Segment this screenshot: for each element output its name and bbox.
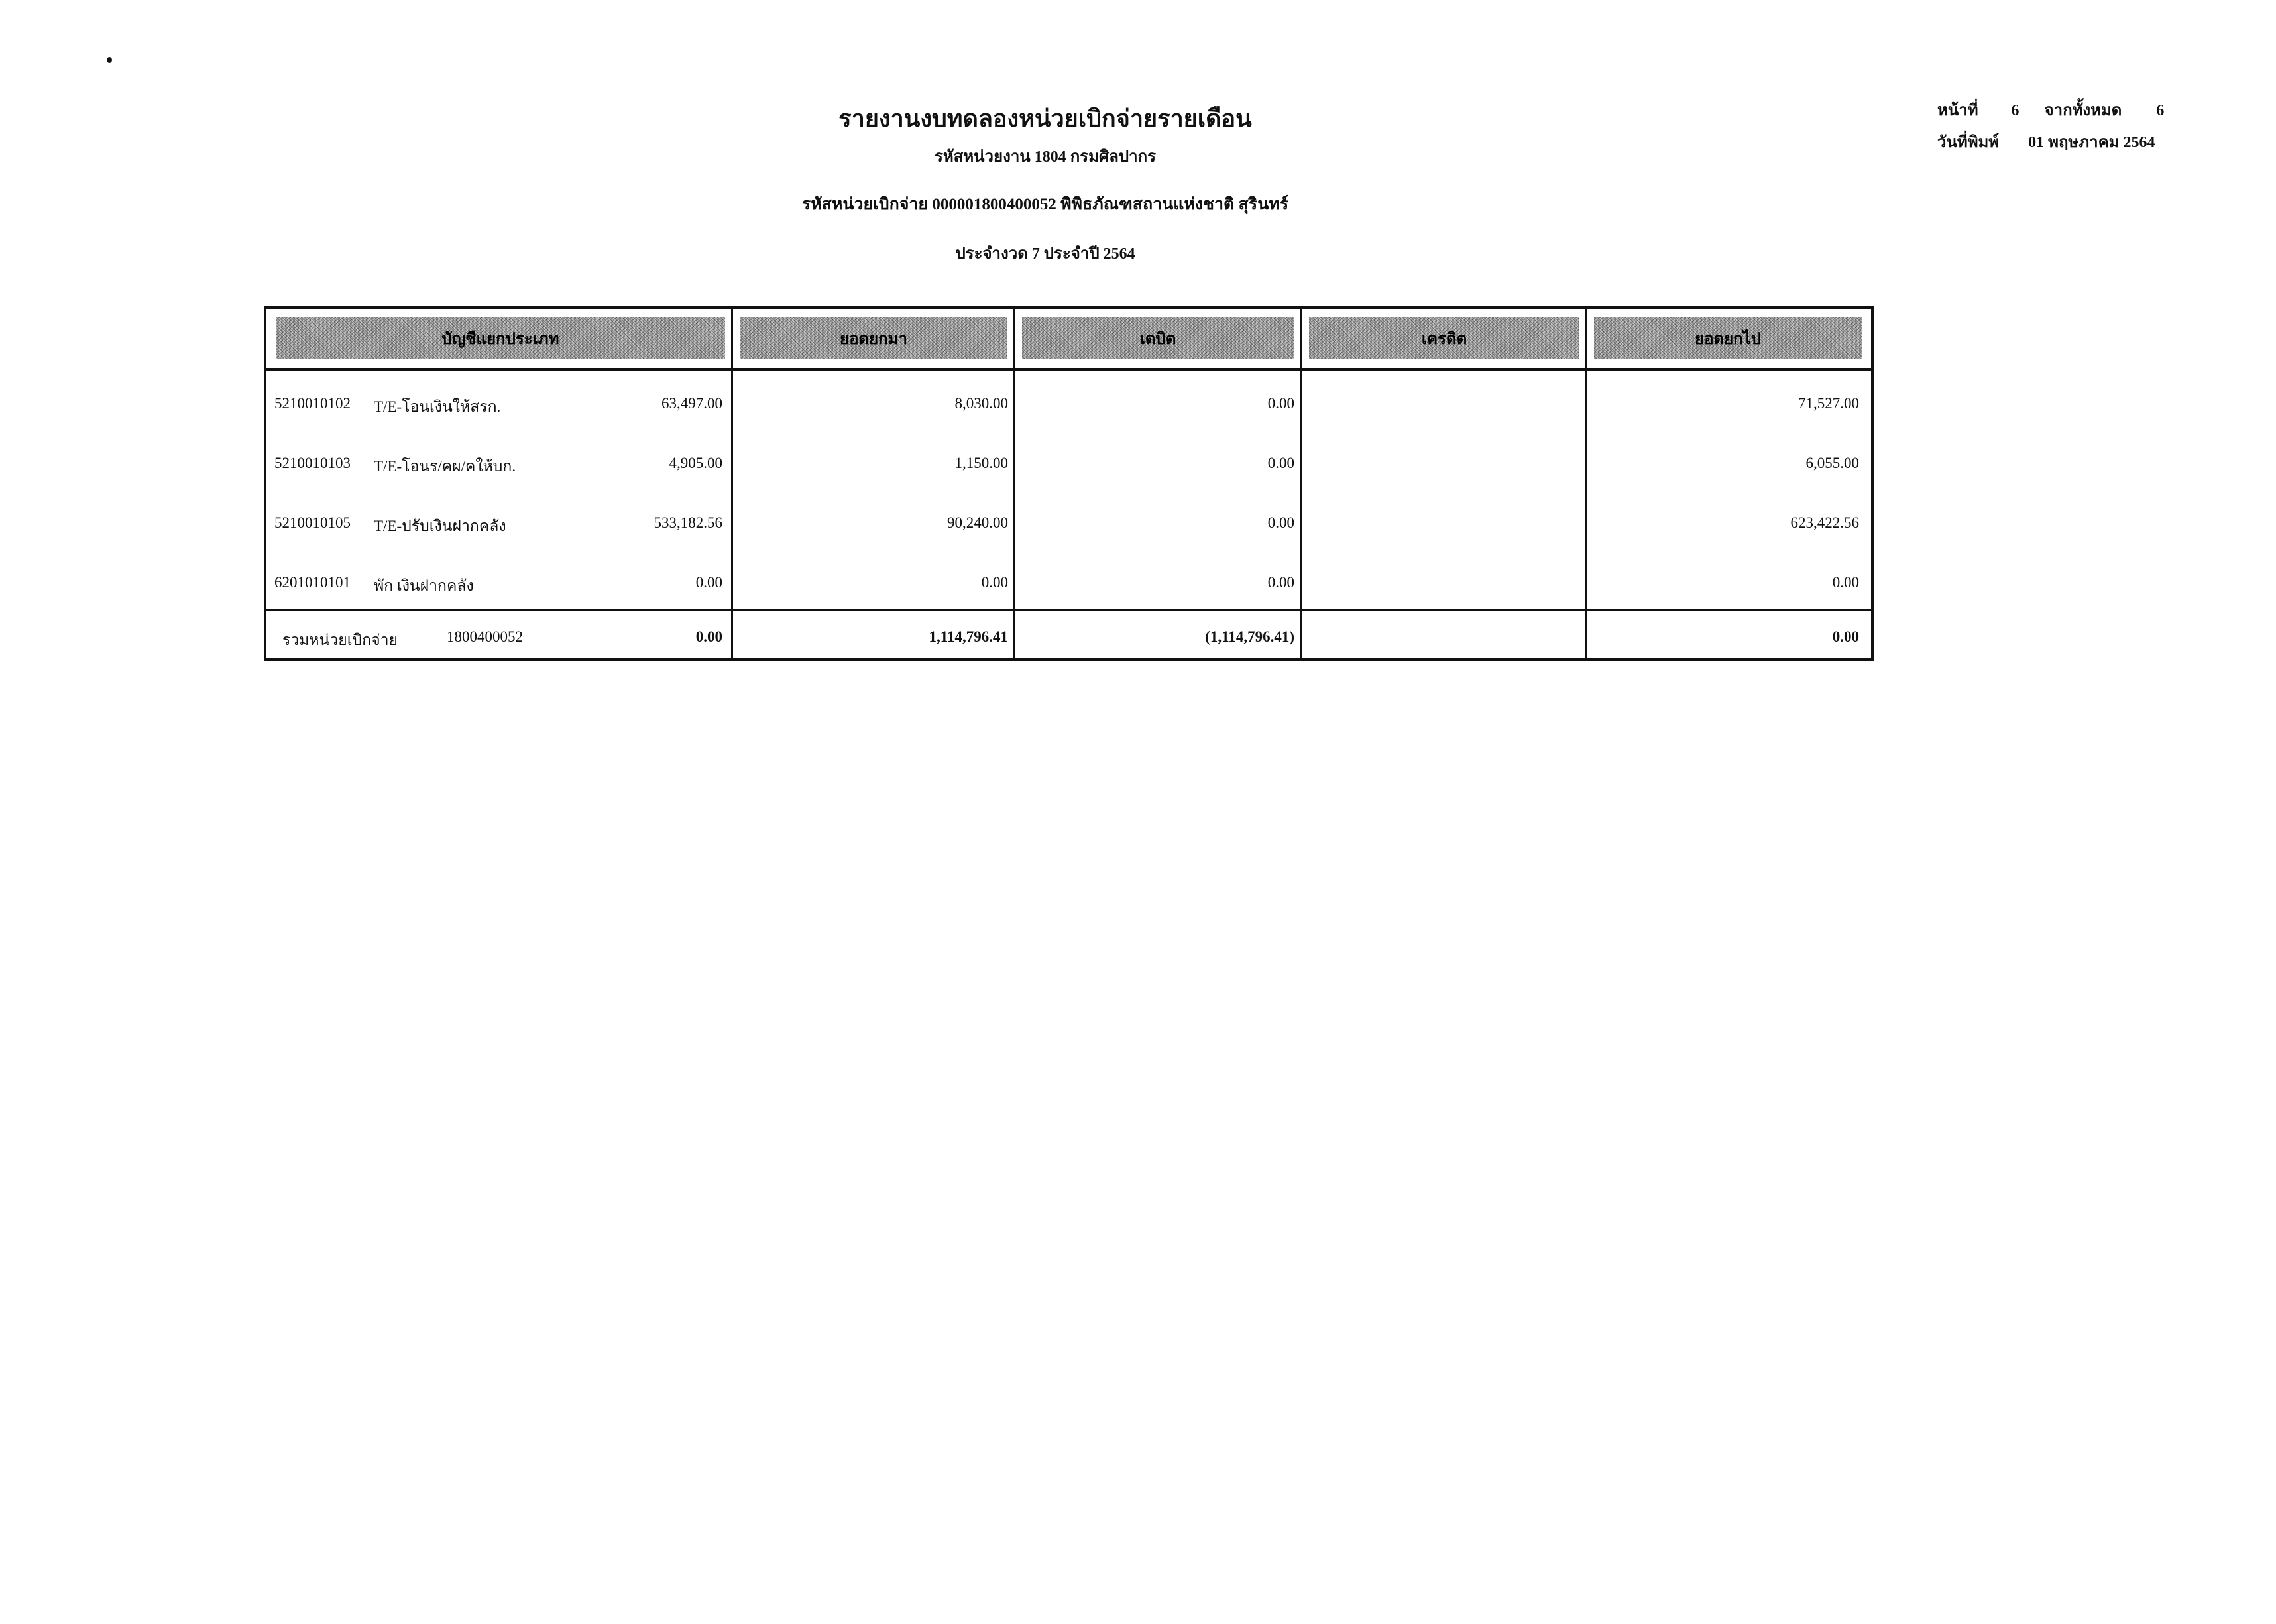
page-number: 6 xyxy=(2011,102,2020,119)
disbursing-unit-line: รหัสหน่วยเบิกจ่าย 000001800400052 พิพิธภัณฑสถานแห่งชาติ สุรินทร์ xyxy=(801,196,1289,213)
credit-value: 0.00 xyxy=(1267,455,1294,471)
total-unit-code: 1800400052 xyxy=(447,628,523,645)
total-carried-forward: 0.00 xyxy=(1832,628,1859,645)
column-divider xyxy=(1300,309,1302,658)
debit-value: 8,030.00 xyxy=(954,395,1008,412)
total-brought-forward: 0.00 xyxy=(695,628,722,645)
account-code: 5210010103 xyxy=(274,455,351,471)
scan-speck xyxy=(107,57,112,63)
brought-forward-value: 533,182.56 xyxy=(654,514,722,531)
print-date-label: วันที่พิมพ์ xyxy=(1937,134,2000,151)
account-code: 6201010101 xyxy=(274,574,351,591)
account-code: 5210010102 xyxy=(274,395,351,412)
column-divider xyxy=(1585,309,1587,658)
column-divider xyxy=(731,309,733,658)
column-header-credit: เครดิต xyxy=(1309,317,1579,359)
page-label: หน้าที่ xyxy=(1937,102,1978,119)
column-divider xyxy=(1013,309,1015,658)
report-title: รายงานงบทดลองหน่วยเบิกจ่ายรายเดือน xyxy=(838,105,1252,132)
account-name: T/E-โอนเงินให้สรก. xyxy=(374,398,501,415)
carried-forward-value: 623,422.56 xyxy=(1790,514,1859,531)
debit-value: 1,150.00 xyxy=(954,455,1008,471)
account-name: T/E-ปรับเงินฝากคลัง xyxy=(374,518,506,534)
account-name: T/E-โอนร/คผ/คให้บก. xyxy=(374,458,516,475)
brought-forward-value: 0.00 xyxy=(695,574,722,591)
brought-forward-value: 4,905.00 xyxy=(669,455,722,471)
carried-forward-value: 6,055.00 xyxy=(1805,455,1859,471)
carried-forward-value: 71,527.00 xyxy=(1798,395,1859,412)
credit-value: 0.00 xyxy=(1267,574,1294,591)
carried-forward-value: 0.00 xyxy=(1832,574,1859,591)
column-header-ledger: บัญชีแยกประเภท xyxy=(276,317,725,359)
account-code: 5210010105 xyxy=(274,514,351,531)
total-pages: 6 xyxy=(2156,102,2165,119)
credit-value: 0.00 xyxy=(1267,514,1294,531)
total-debit: 1,114,796.41 xyxy=(929,628,1008,645)
trial-balance-table xyxy=(264,306,1874,661)
column-header-brought-forward: ยอดยกมา xyxy=(740,317,1007,359)
debit-value: 90,240.00 xyxy=(947,514,1008,531)
header-divider xyxy=(266,368,1871,371)
page-info xyxy=(1937,95,2164,158)
debit-value: 0.00 xyxy=(981,574,1008,591)
column-header-debit: เดบิต xyxy=(1022,317,1294,359)
column-header-carried-forward: ยอดยกไป xyxy=(1594,317,1862,359)
agency-line: รหัสหน่วยงาน 1804 กรมศิลปากร xyxy=(934,148,1157,166)
total-label: จากทั้งหมด xyxy=(2044,102,2122,119)
brought-forward-value: 63,497.00 xyxy=(661,395,722,412)
total-label: รวมหน่วยเบิกจ่าย xyxy=(282,632,398,648)
print-date: 01 พฤษภาคม 2564 xyxy=(2028,134,2155,151)
account-name: พัก เงินฝากคลัง xyxy=(374,577,474,594)
total-credit: (1,114,796.41) xyxy=(1205,628,1294,645)
total-divider xyxy=(266,609,1871,611)
period-line: ประจำงวด 7 ประจำปี 2564 xyxy=(955,245,1135,262)
credit-value: 0.00 xyxy=(1267,395,1294,412)
